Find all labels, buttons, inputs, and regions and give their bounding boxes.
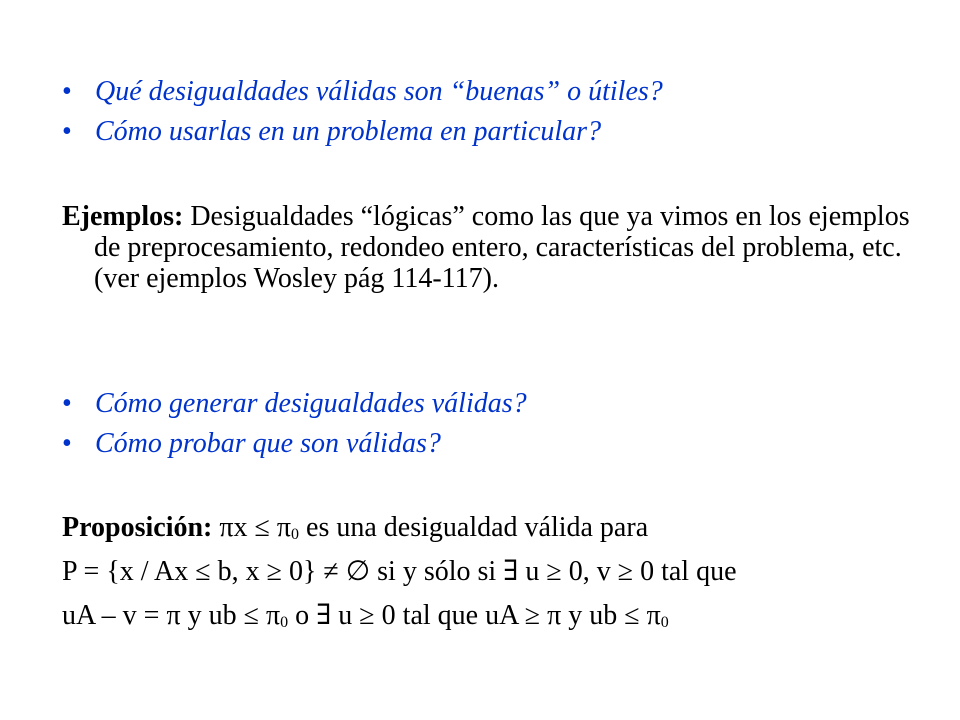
bullet-marker: • xyxy=(62,76,72,107)
examples-text: Desigualdades “lógicas” como las que ya vimos en los ejemplos de preprocesamiento, redondeo entero, características del problema, etc. (ver ejemplos Wosley pág 114-117). xyxy=(94,201,910,294)
subscript: 0 xyxy=(291,526,300,543)
proposition-text: P = {x / Ax ≤ b, x ≥ 0} ≠ ∅ si y sólo si ∃ u ≥ 0, v ≥ 0 tal que xyxy=(62,556,737,587)
bullet-marker: • xyxy=(62,388,72,419)
subscript: 0 xyxy=(660,614,669,631)
bullet-text: Cómo usarlas en un problema en particular? xyxy=(95,116,602,147)
proposition-text-a: uA – v = π y ub ≤ π xyxy=(62,600,281,631)
proposition-line-2 xyxy=(62,556,737,588)
subscript: 0 xyxy=(280,614,289,631)
proposition-text-b: es una desigualdad válida para xyxy=(299,512,649,543)
proposition-text-a: πx ≤ π xyxy=(212,512,292,543)
proposition-label: Proposición: xyxy=(62,512,213,543)
bullet-text: Qué desigualdades válidas son “buenas” o útiles? xyxy=(95,76,663,107)
bullet-marker: • xyxy=(62,428,72,459)
bullet-marker: • xyxy=(62,116,72,147)
examples-label: Ejemplos: xyxy=(62,201,184,232)
proposition-line-3 xyxy=(62,600,669,632)
examples-paragraph xyxy=(62,201,924,294)
proposition-line-1 xyxy=(62,512,648,544)
bullet-text: Cómo probar que son válidas? xyxy=(95,428,441,459)
proposition-text-b: o ∃ u ≥ 0 tal que uA ≥ π y ub ≤ π xyxy=(288,600,661,631)
bullet-text: Cómo generar desigualdades válidas? xyxy=(95,388,527,419)
